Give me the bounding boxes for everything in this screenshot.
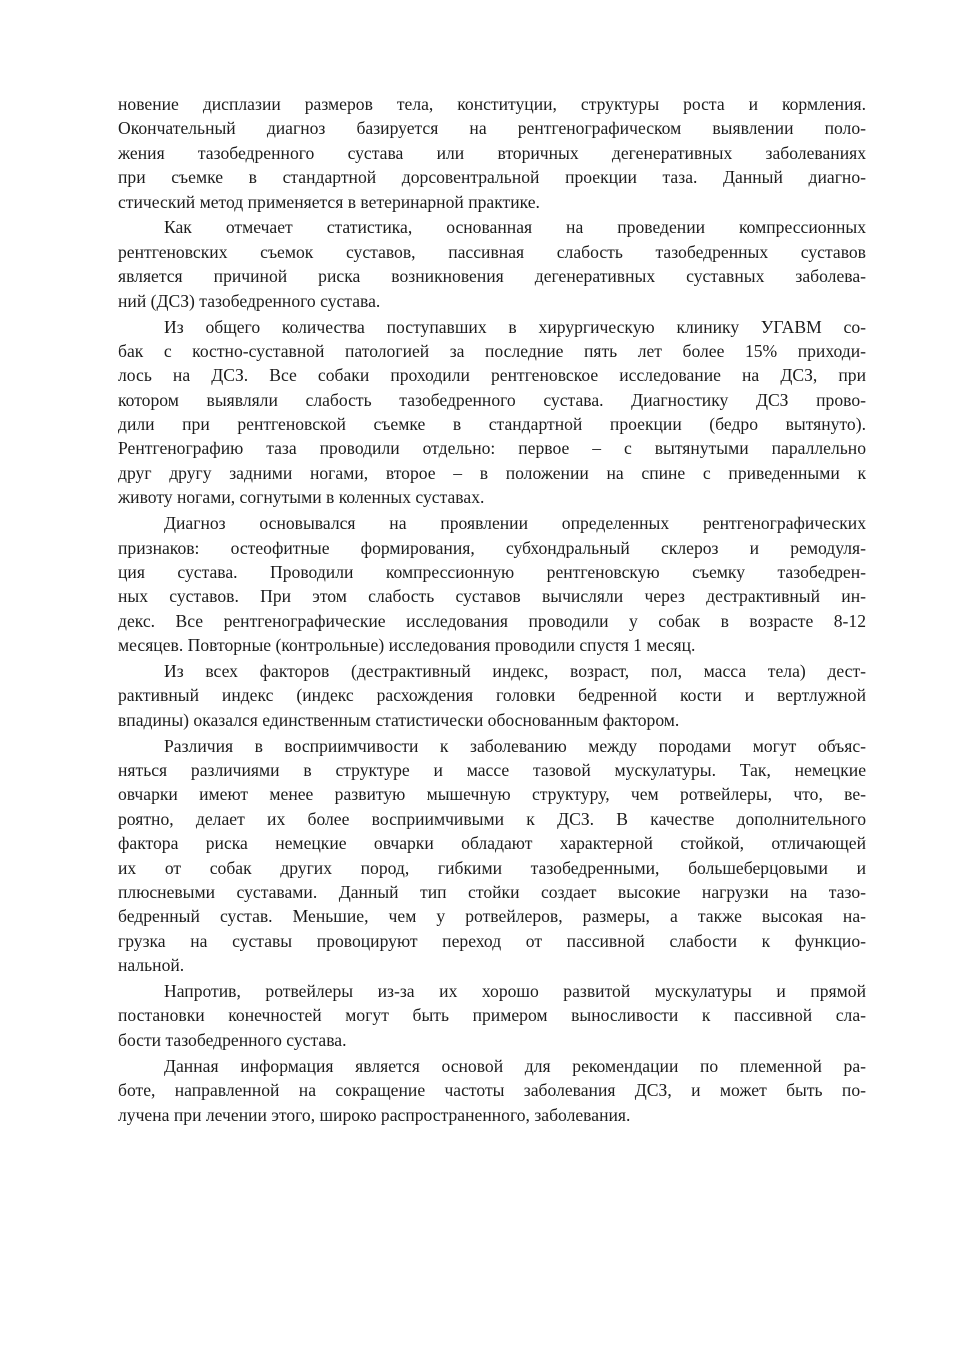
text-line: роятно, делает их более восприимчивыми к ДСЗ. В качестве дополнительного <box>118 808 866 829</box>
text-line: животу ногами, согнутыми в коленных суставах. <box>118 487 485 508</box>
text-line: Из всех факторов (дестрактивный индекс, возраст, пол, масса тела) дест- <box>164 660 866 681</box>
text-line: стический метод применяется в ветеринарной практике. <box>118 191 540 212</box>
text-line: Из общего количества поступавших в хирургическую клинику УГАВМ со- <box>164 316 866 337</box>
text-line: признаков: остеофитные формирования, субхондральный склероз и ремодуля- <box>118 537 866 558</box>
paragraph-7 <box>118 979 866 1052</box>
text-line: дили при рентгеновской съемке в стандартной проекции (бедро вытянуто). <box>118 414 866 435</box>
text-line: Окончательный диагноз базируется на рентгенографическом выявлении поло- <box>118 118 866 139</box>
text-line: Рентгенографию таза проводили отдельно: первое – с вытянутыми параллельно <box>118 438 866 459</box>
text-line: является причиной риска возникновения дегенеративных суставных заболева- <box>118 266 866 287</box>
text-line: лучена при лечении этого, широко распространенного, заболевания. <box>118 1104 631 1125</box>
paragraph-2 <box>118 215 866 313</box>
text-line: их от собак других пород, гибкими тазобедренными, большеберцовыми и <box>118 857 866 878</box>
text-line: рактивный индекс (индекс расхождения головки бедренной кости и вертлужной <box>118 685 866 706</box>
paragraph-4 <box>118 511 866 657</box>
text-line: впадины) оказался единственным статистически обоснованным фактором. <box>118 709 680 730</box>
text-line: ний (ДСЗ) тазобедренного сустава. <box>118 290 381 311</box>
text-line: Диагноз основывался на проявлении определенных рентгенографических <box>164 513 866 534</box>
text-line: друг другу задними ногами, второе – в положении на спине с приведенными к <box>118 462 866 483</box>
paragraph-1 <box>118 92 866 214</box>
text-line: новение дисплазии размеров тела, конституции, структуры роста и кормления. <box>118 94 866 114</box>
text-line: нальной. <box>118 955 185 976</box>
paragraph-3 <box>118 315 866 510</box>
text-line: фактора риска немецкие овчарки обладают характерной стойкой, отличающей <box>118 833 866 854</box>
text-line: няться различиями в структуре и массе тазовой мускулатуры. Так, немецкие <box>118 760 866 781</box>
text-line: котором выявляли слабость тазобедренного сустава. Диагностику ДСЗ прово- <box>118 389 866 410</box>
text-line: овчарки имеют менее развитую мышечную структуру, чем ротвейлеры, что, ве- <box>118 784 866 805</box>
text-line: рентгеновских съемок суставов, пассивная слабость тазобедренных суставов <box>118 241 866 262</box>
paragraph-6 <box>118 734 866 978</box>
paragraph-5 <box>118 659 866 732</box>
text-line: Различия в восприимчивости к заболеванию между породами могут объяс- <box>164 735 866 756</box>
text-line: боте, направленной на сокращение частоты заболевания ДСЗ, и может быть по- <box>118 1080 866 1101</box>
document-body <box>118 92 866 1128</box>
text-line: при съемке в стандартной дорсовентральной проекции таза. Данный диагно- <box>118 167 866 188</box>
text-line: жения тазобедренного сустава или вторичных дегенеративных заболеваниях <box>118 142 866 163</box>
text-line: бак с костно-суставной патологией за последние пять лет более 15% приходи- <box>118 340 866 361</box>
text-line: месяцев. Повторные (контрольные) исследования проводили спустя 1 месяц. <box>118 635 696 656</box>
text-line: ных суставов. При этом слабость суставов вычисляли через дестрактивный ин- <box>118 586 866 607</box>
text-line: бедренный сустав. Меньшие, чем у ротвейлеров, размеры, а также высокая на- <box>118 906 866 927</box>
text-line: бости тазобедренного сустава. <box>118 1029 347 1050</box>
text-line: плюсневыми суставами. Данный тип стойки создает высокие нагрузки на тазо- <box>118 882 866 902</box>
text-line: Данная информация является основой для рекомендации по племенной ра- <box>164 1055 866 1076</box>
text-line: грузка на суставы провоцируют переход от пассивной слабости к функцио- <box>118 930 866 951</box>
text-line: Напротив, ротвейлеры из-за их хорошо развитой мускулатуры и прямой <box>164 981 866 1002</box>
text-line: Как отмечает статистика, основанная на проведении компрессионных <box>164 217 866 238</box>
text-line: постановки конечностей могут быть примером выносливости к пассивной сла- <box>118 1005 866 1026</box>
text-line: ция сустава. Проводили компрессионную рентгеновскую съемку тазобедрен- <box>118 561 866 582</box>
paragraph-8 <box>118 1054 866 1127</box>
text-line: декс. Все рентгенографические исследования проводили у собак в возрасте 8-12 <box>118 610 866 631</box>
text-line: лось на ДСЗ. Все собаки проходили рентгеновское исследование на ДСЗ, при <box>118 365 866 386</box>
